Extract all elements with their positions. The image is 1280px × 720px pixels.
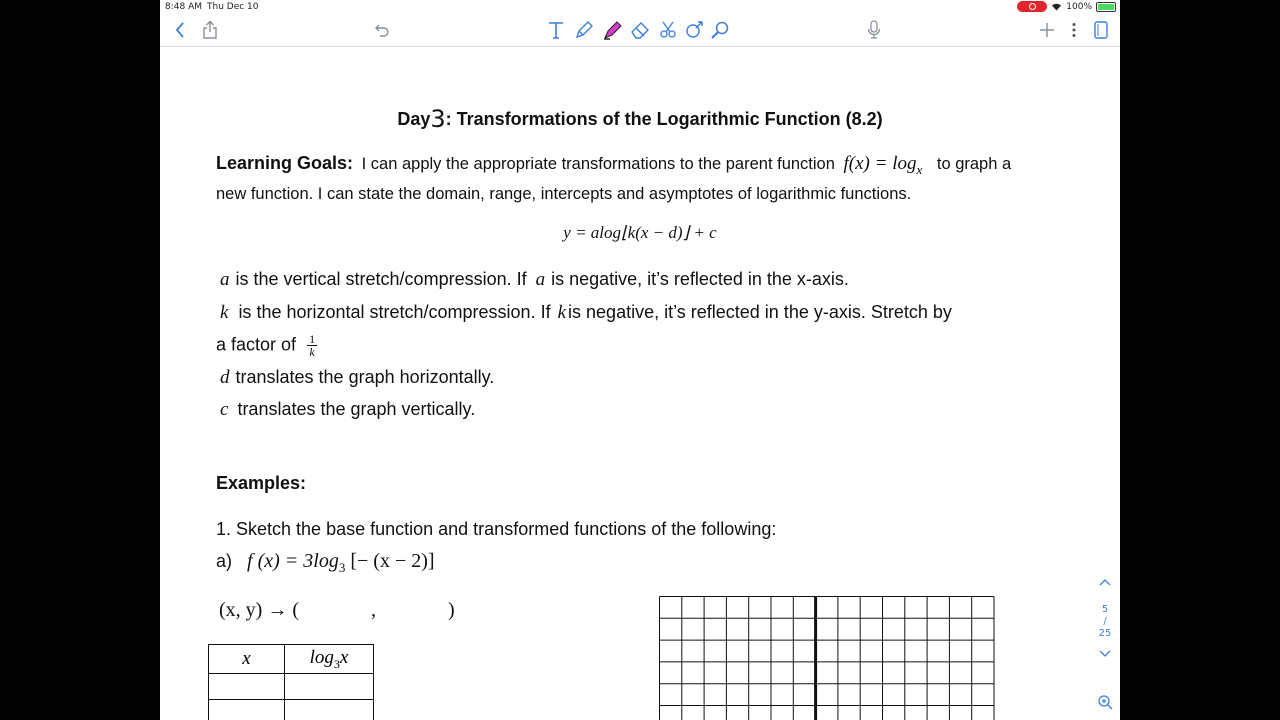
table-cell[interactable]: [209, 700, 285, 720]
status-bar: [160, 0, 1120, 14]
title-prefix: Day: [397, 109, 431, 129]
mapping-rule: [219, 599, 455, 622]
learning-goals-line1: [216, 153, 1011, 178]
general-equation: y = alog⌊k(x − d)⌋ + c: [563, 223, 717, 242]
parent-function-formula: [843, 153, 923, 177]
graph-grid[interactable]: [659, 596, 996, 720]
param-d-text: translates the graph horizontally.: [235, 367, 495, 387]
param-k-line2: [216, 333, 317, 358]
parent-function: f(x) = log: [843, 153, 917, 174]
question-1a: [216, 550, 435, 576]
param-c-symbol: c: [220, 399, 229, 420]
param-a-symbol-2: a: [535, 269, 546, 290]
current-page: 5: [1101, 604, 1109, 615]
table-header-log: [285, 645, 374, 674]
document-page[interactable]: [160, 47, 1120, 720]
share-icon[interactable]: [200, 18, 220, 42]
zoom-icon[interactable]: [709, 18, 731, 42]
table-header-log-arg: x: [339, 646, 349, 668]
status-time: 8:48 AM: [165, 2, 202, 12]
status-date: Thu Dec 10: [207, 2, 259, 12]
param-c-line: [216, 399, 475, 421]
param-a-line: [216, 269, 849, 291]
fraction-numerator: 1: [309, 332, 316, 346]
plus-icon[interactable]: [1036, 18, 1058, 42]
param-a-text-2: is negative, it’s reflected in the x-axis.: [551, 269, 849, 289]
highlighter-icon[interactable]: [601, 18, 623, 42]
toolbar: [160, 14, 1120, 47]
param-a-text: is the vertical stretch/compression. If: [235, 269, 527, 289]
param-d-symbol: d: [220, 367, 230, 388]
pen-icon[interactable]: [573, 18, 595, 42]
shapes-icon[interactable]: [683, 18, 705, 42]
screen-recording-icon[interactable]: [1017, 1, 1047, 12]
microphone-icon[interactable]: [864, 18, 884, 42]
equation-main: f (x) = 3log: [247, 550, 339, 572]
goals-text-end: to graph a: [936, 155, 1012, 173]
goals-text: I can apply the appropriate transformations to the parent function: [361, 155, 835, 173]
page-up-icon[interactable]: [1090, 578, 1120, 589]
zoom-in-icon[interactable]: [1090, 694, 1120, 713]
battery-icon: [1096, 2, 1116, 12]
table-header-log-base: 3: [333, 656, 340, 671]
question-1a-label: a): [216, 551, 233, 571]
title-day-number: 3: [430, 105, 446, 133]
learning-goals-label: Learning Goals:: [216, 153, 354, 173]
table-cell[interactable]: [285, 674, 374, 700]
parent-function-base: x: [916, 161, 923, 177]
param-k-line: [216, 302, 952, 324]
equation-log-base: 3: [338, 560, 346, 575]
total-pages: 25: [1098, 628, 1112, 639]
page-down-icon[interactable]: [1090, 650, 1120, 661]
status-right: [1017, 1, 1116, 12]
param-a-symbol: a: [220, 269, 230, 290]
mapping-comma: ,: [370, 599, 376, 621]
page-title: [160, 105, 1120, 133]
page-indicator: [1090, 604, 1120, 640]
mapping-lhs: (x, y) → (: [219, 599, 299, 621]
param-c-text: translates the graph vertically.: [237, 399, 476, 419]
chevron-left-icon[interactable]: [170, 18, 190, 42]
page-separator: /: [1103, 616, 1107, 627]
param-k-text: is the horizontal stretch/compression. If: [238, 302, 551, 322]
undo-icon[interactable]: [372, 18, 392, 42]
stretch-factor-fraction: [307, 333, 317, 358]
wifi-icon: [1051, 2, 1062, 11]
lasso-icon[interactable]: [657, 18, 679, 42]
param-d-line: [216, 367, 494, 389]
examples-heading: Examples:: [216, 473, 307, 493]
more-icon[interactable]: [1064, 18, 1084, 42]
eraser-icon[interactable]: [629, 18, 651, 42]
equation-argument: [− (x − 2)]: [350, 550, 435, 572]
param-k-text-2: is negative, it’s reflected in the y-axis. Stretch by: [568, 302, 952, 322]
learning-goals-line2: new function. I can state the domain, range, intercepts and asymptotes of logarithmic functions.: [216, 185, 912, 203]
question-1: 1. Sketch the base function and transformed functions of the following:: [216, 519, 777, 539]
mapping-close: ): [447, 599, 455, 621]
pages-icon[interactable]: [1090, 18, 1112, 42]
table-cell[interactable]: [285, 700, 374, 720]
title-text: : Transformations of the Logarithmic Function (8.2): [445, 109, 883, 129]
stretch-factor-text: a factor of: [216, 334, 297, 355]
table-header-log-text: log: [309, 646, 334, 668]
param-k-symbol: k: [220, 302, 229, 323]
battery-percent: 100%: [1066, 1, 1092, 12]
question-1a-equation: [247, 550, 435, 575]
table-row: [209, 674, 374, 700]
text-tool-icon[interactable]: [545, 18, 567, 42]
fraction-denominator: k: [309, 345, 315, 359]
table-of-values: [208, 644, 374, 720]
table-header-row: [209, 645, 374, 674]
table-cell[interactable]: [209, 674, 285, 700]
param-k-symbol-2: k: [557, 302, 567, 323]
notes-app: [160, 0, 1120, 720]
table-row: [209, 700, 374, 720]
table-header-x: x: [209, 645, 285, 674]
